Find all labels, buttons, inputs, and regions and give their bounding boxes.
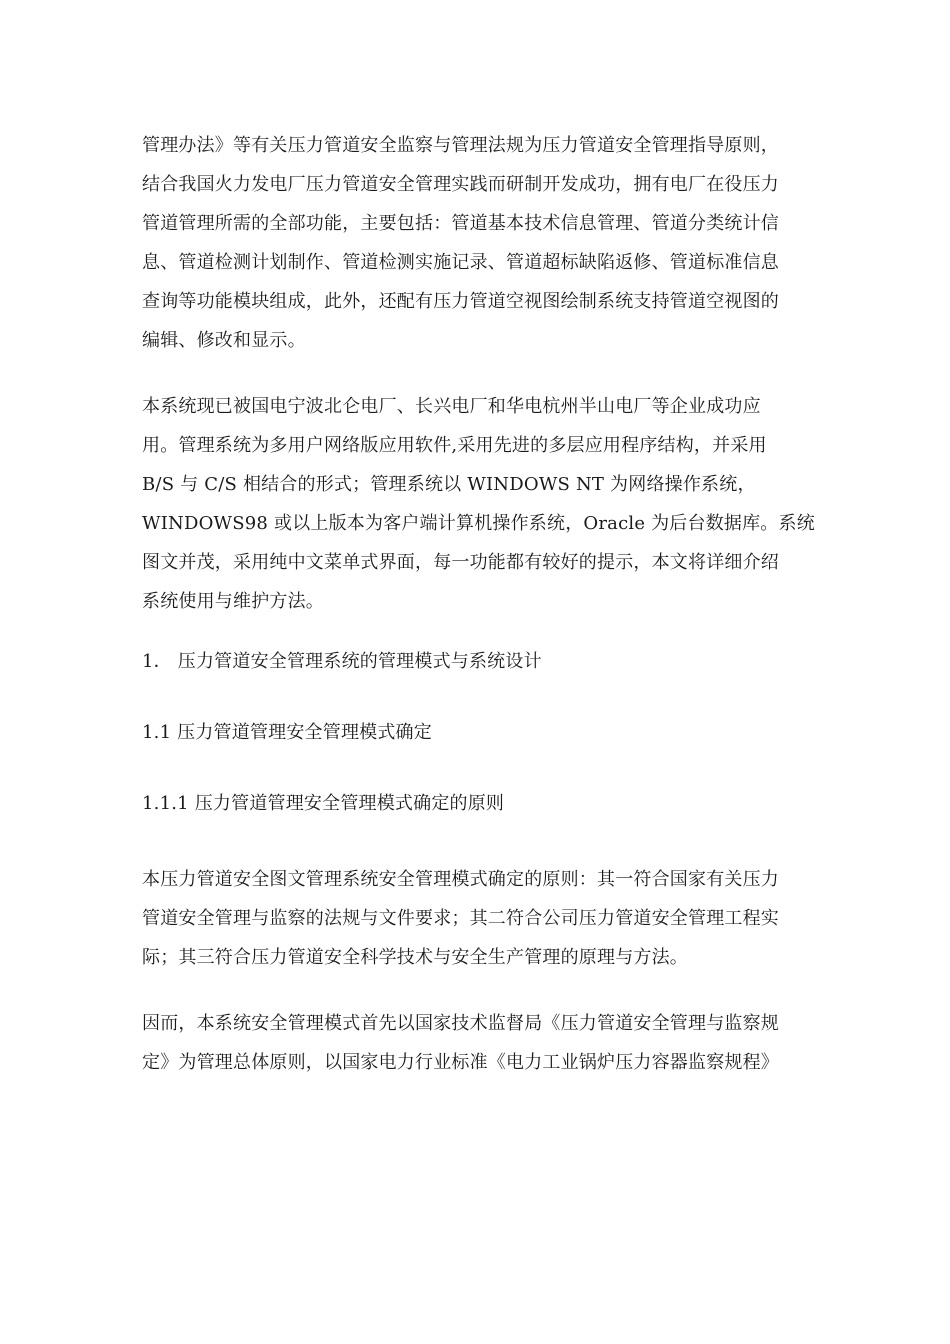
text-line: 用。管理系统为多用户网络版应用软件,采用先进的多层应用程序结构，并采用 xyxy=(142,435,767,456)
text-line: 息、管道检测计划制作、管道检测实施记录、管道超标缺陷返修、管道标准信息 xyxy=(142,252,779,273)
text-line: 系统使用与维护方法。 xyxy=(142,591,324,612)
heading-text: 1． 压力管道安全管理系统的管理模式与系统设计 xyxy=(142,651,542,672)
heading-text: 1.1 压力管道管理安全管理模式确定 xyxy=(142,722,432,743)
text-line: 本压力管道安全图文管理系统安全管理模式确定的原则：其一符合国家有关压力 xyxy=(142,869,779,890)
section-heading-1-1 xyxy=(142,719,810,746)
text-line: WINDOWS98 或以上版本为客户端计算机操作系统，Oracle 为后台数据库。系统 xyxy=(142,513,815,534)
text-line: 定》为管理总体原则，以国家电力行业标准《电力工业锅炉压力容器监察规程》 xyxy=(142,1052,779,1073)
text-line: 结合我国火力发电厂压力管道安全管理实践而研制开发成功，拥有电厂在役压力 xyxy=(142,174,779,195)
paragraph-management-mode xyxy=(142,1004,810,1082)
text-line: 管理办法》等有关压力管道安全监察与管理法规为压力管道安全管理指导原则， xyxy=(142,135,779,156)
text-line: 因而，本系统安全管理模式首先以国家技术监督局《压力管道安全管理与监察规 xyxy=(142,1013,779,1034)
text-line: 管道管理所需的全部功能，主要包括：管道基本技术信息管理、管道分类统计信 xyxy=(142,213,779,234)
document-page xyxy=(142,126,815,1082)
text-line: 图文并茂，采用纯中文菜单式界面，每一功能都有较好的提示，本文将详细介绍 xyxy=(142,552,779,573)
section-heading-1-1-1 xyxy=(142,790,810,817)
text-line: 际；其三符合压力管道安全科学技术与安全生产管理的原理与方法。 xyxy=(142,947,688,968)
paragraph-principles xyxy=(142,860,810,977)
heading-text: 1.1.1 压力管道管理安全管理模式确定的原则 xyxy=(142,793,505,814)
text-line: B/S 与 C/S 相结合的形式；管理系统以 WINDOWS NT 为网络操作系统， xyxy=(142,474,756,495)
text-line: 编辑、修改和显示。 xyxy=(142,330,306,351)
text-line: 查询等功能模块组成，此外，还配有压力管道空视图绘制系统支持管道空视图的 xyxy=(142,291,779,312)
text-line: 管道安全管理与监察的法规与文件要求；其二符合公司压力管道安全管理工程实 xyxy=(142,908,779,929)
section-heading-1 xyxy=(142,648,810,675)
paragraph-system-deployment xyxy=(142,387,815,621)
paragraph-intro-continued xyxy=(142,126,810,360)
text-line: 本系统现已被国电宁波北仑电厂、长兴电厂和华电杭州半山电厂等企业成功应 xyxy=(142,396,761,417)
